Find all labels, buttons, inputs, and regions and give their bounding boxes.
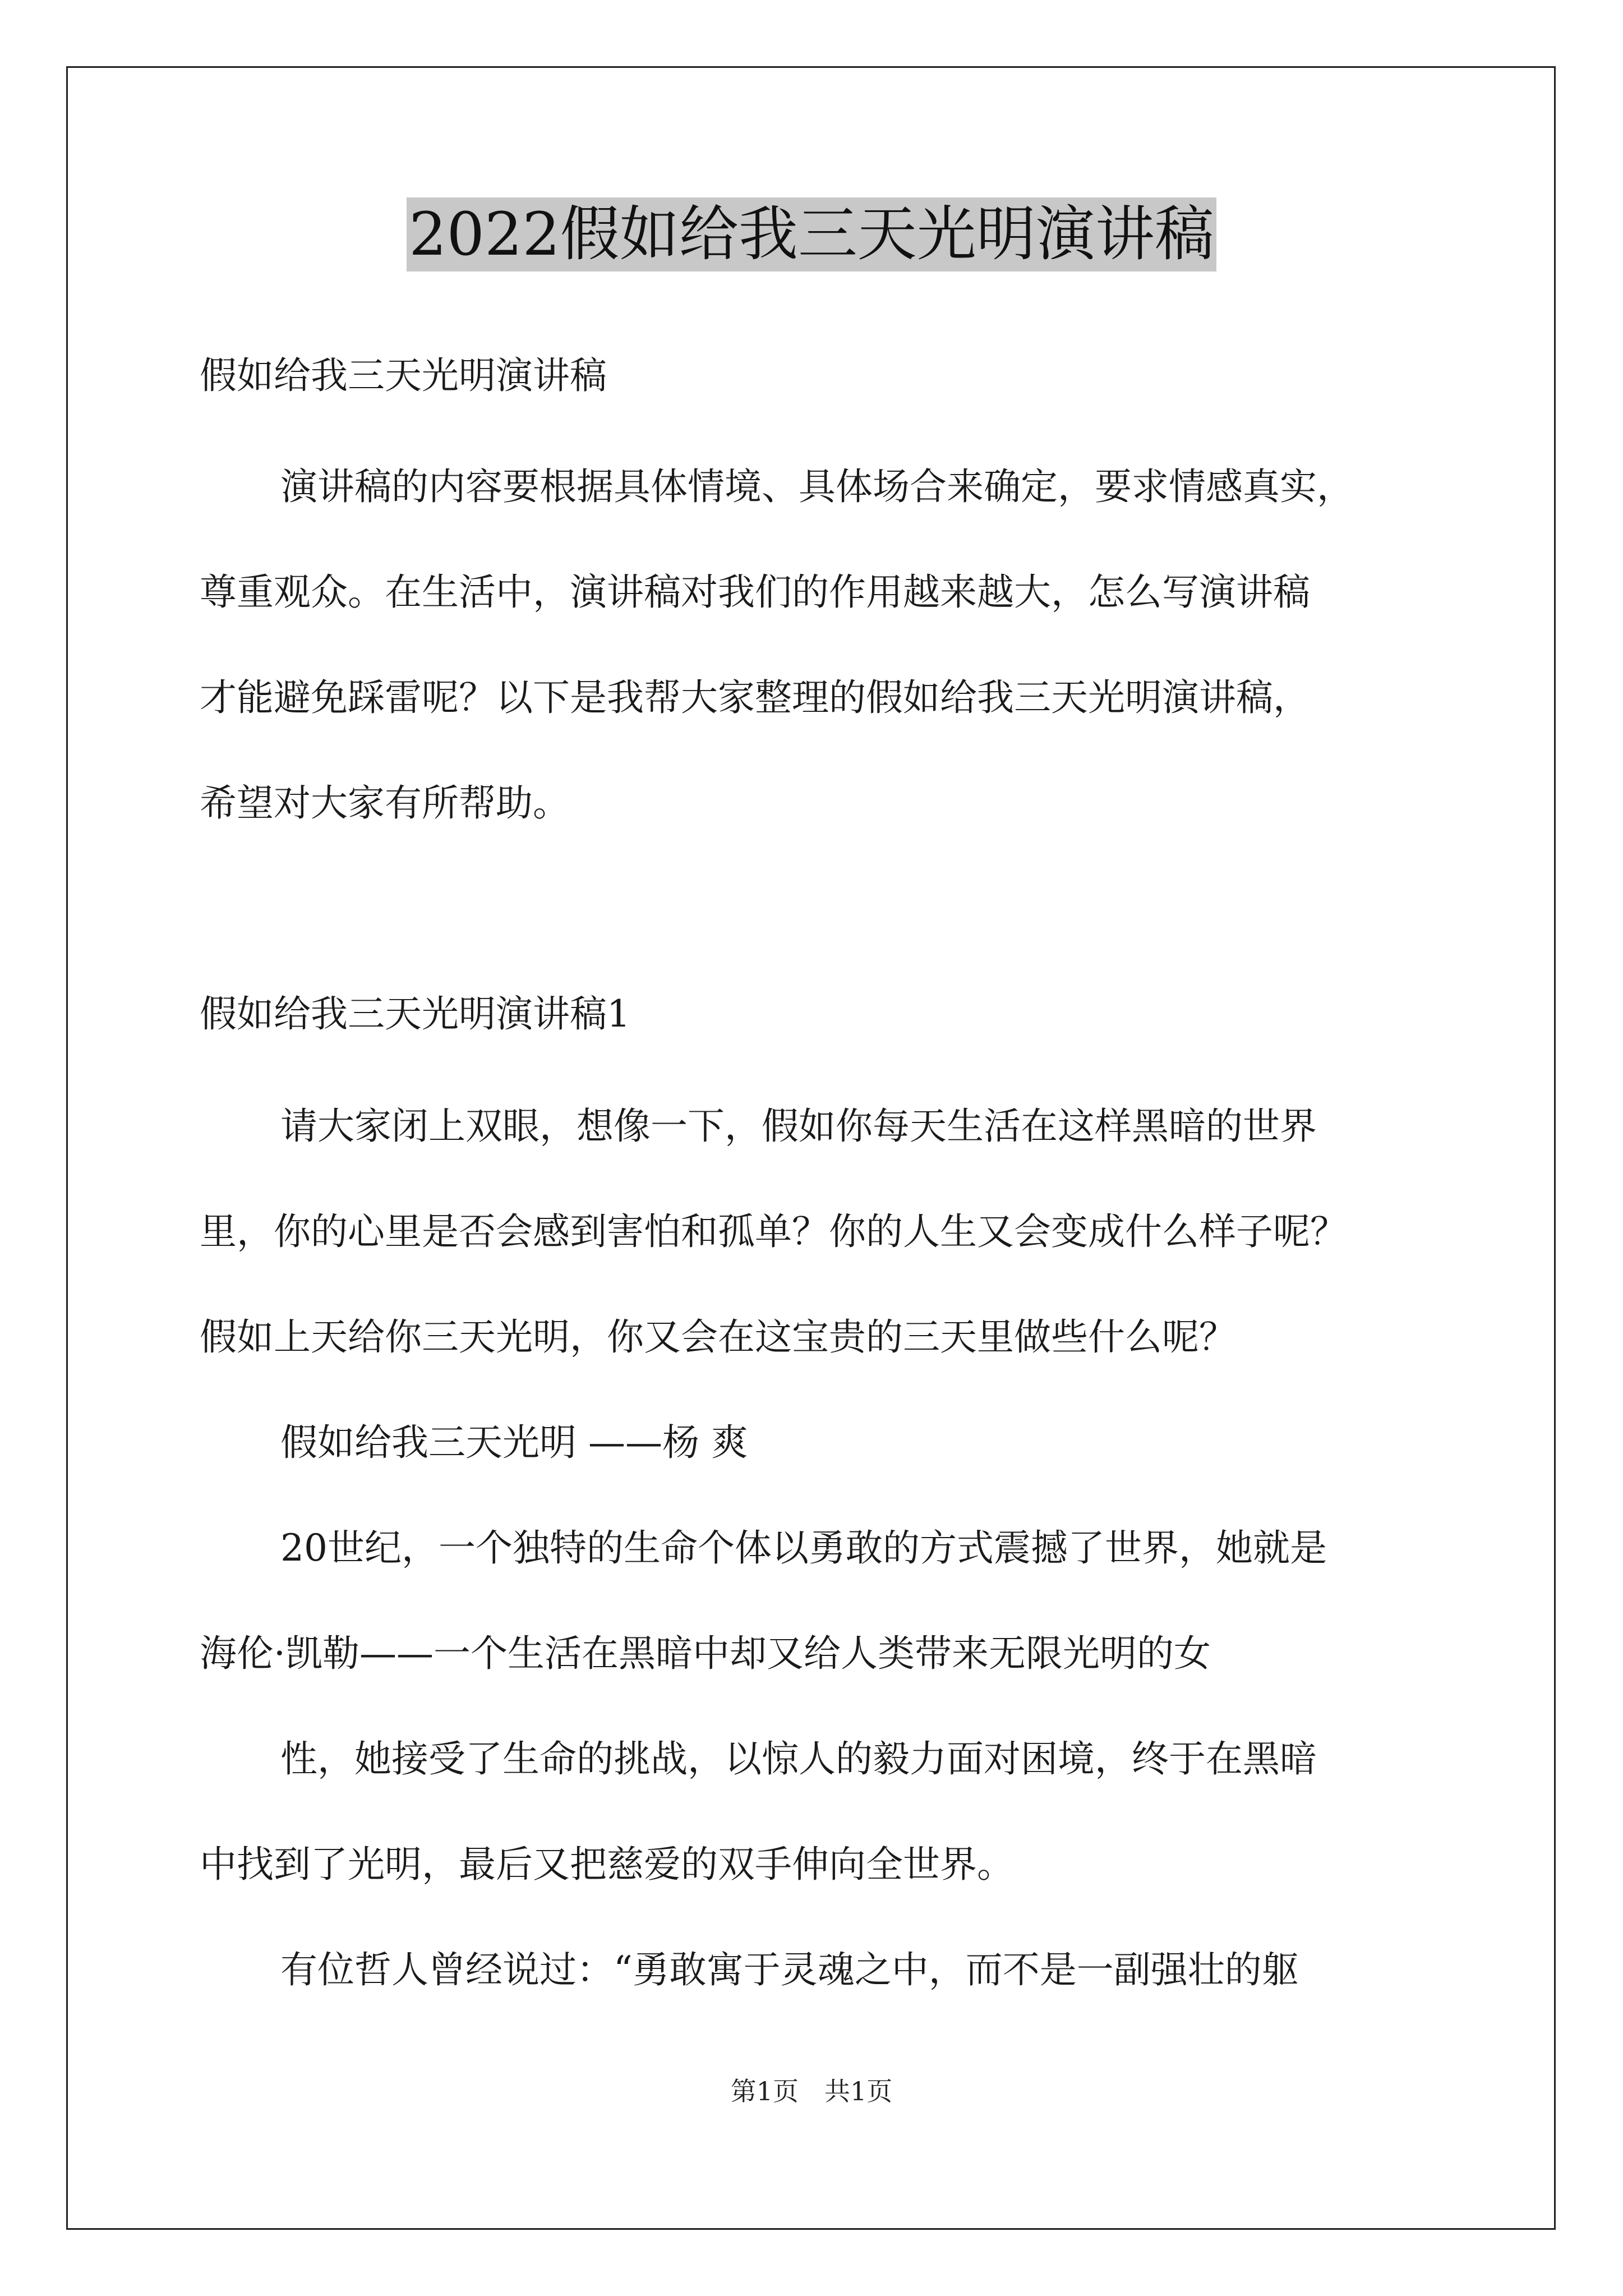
paragraph-line: 20世纪，一个独特的生命个体以勇敢的方式震撼了世界，她就是 bbox=[280, 1526, 1327, 1570]
paragraph-line: 才能避免踩雷呢？以下是我帮大家整理的假如给我三天光明演讲稿， bbox=[200, 676, 1310, 719]
paragraph-line: 希望对大家有所帮助。 bbox=[200, 781, 570, 825]
paragraph-line: 性，她接受了生命的挑战，以惊人的毅力面对困境，终于在黑暗 bbox=[280, 1737, 1317, 1780]
paragraph-line: 请大家闭上双眼，想像一下，假如你每天生活在这样黑暗的世界 bbox=[280, 1105, 1317, 1148]
paragraph-line: 里，你的心里是否会感到害怕和孤单？你的人生又会变成什么样子呢？ bbox=[200, 1210, 1347, 1253]
paragraph-line: 有位哲人曾经说过：“勇敢寓于灵魂之中，而不是一副强壮的躯 bbox=[280, 1948, 1299, 1991]
paragraph-line: 假如上天给你三天光明，你又会在这宝贵的三天里做些什么呢？ bbox=[200, 1315, 1236, 1359]
page-number-footer: 第1页 共1页 bbox=[730, 2076, 893, 2106]
section-heading: 假如给我三天光明演讲稿1 bbox=[200, 992, 630, 1036]
byline: 假如给我三天光明 ——杨 爽 bbox=[280, 1421, 748, 1464]
document-title: 2022假如给我三天光明演讲稿 bbox=[407, 197, 1216, 272]
subtitle-line: 假如给我三天光明演讲稿 bbox=[200, 354, 607, 397]
title-container bbox=[0, 197, 1623, 272]
paragraph-line: 中找到了光明，最后又把慈爱的双手伸向全世界。 bbox=[200, 1843, 1014, 1886]
paragraph-line: 演讲稿的内容要根据具体情境、具体场合来确定，要求情感真实， bbox=[280, 465, 1354, 508]
paragraph-line: 尊重观众。在生活中，演讲稿对我们的作用越来越大，怎么写演讲稿 bbox=[200, 570, 1310, 614]
paragraph-line: 海伦·凯勒——一个生活在黑暗中却又给人类带来无限光明的女 bbox=[200, 1632, 1211, 1675]
